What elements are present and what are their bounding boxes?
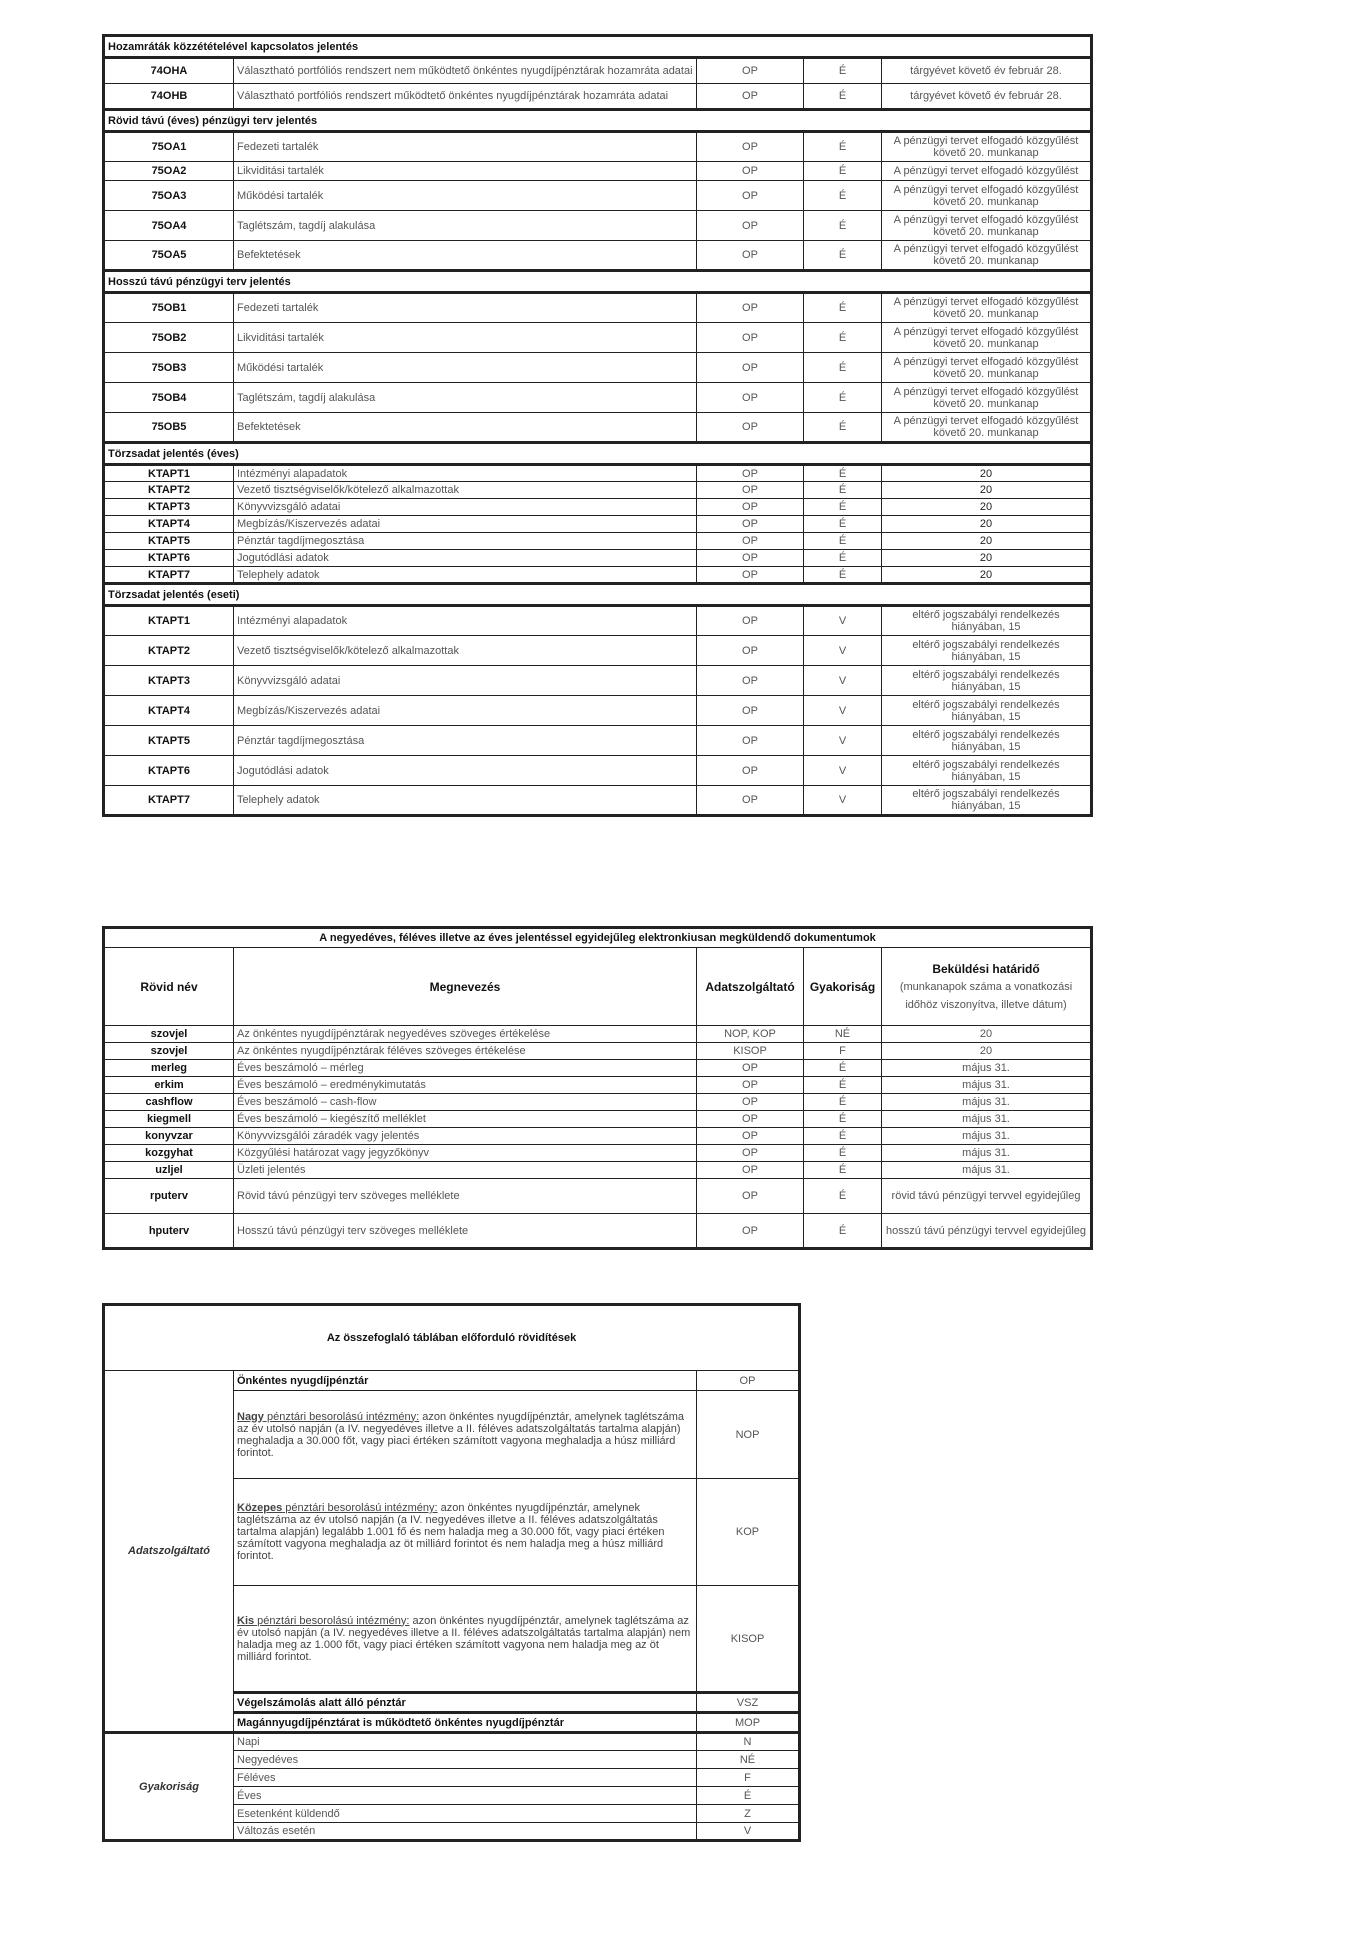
- table-row: [104, 696, 1092, 726]
- table-row: [104, 383, 1092, 413]
- report-code: 75OA4: [104, 211, 234, 241]
- report-deadline: tárgyévet követő év február 28.: [882, 84, 1092, 110]
- frequency-label: Féléves: [234, 1769, 697, 1787]
- frequency-code: É: [697, 1787, 800, 1805]
- report-deadline: 20: [882, 465, 1092, 482]
- report-frequency: É: [804, 533, 882, 550]
- report-code: 75OB5: [104, 413, 234, 443]
- report-code: 75OB1: [104, 293, 234, 323]
- doc-frequency: É: [804, 1145, 882, 1162]
- report-code: KTAPT2: [104, 636, 234, 666]
- doc-deadline: május 31.: [882, 1111, 1092, 1128]
- col-header-provider: Adatszolgáltató: [697, 948, 804, 1026]
- report-name: Könyvvizsgáló adatai: [234, 499, 697, 516]
- doc-deadline: május 31.: [882, 1077, 1092, 1094]
- table-row: [104, 636, 1092, 666]
- table-row: [104, 1145, 1092, 1162]
- kis-text: azon önkéntes nyugdíjpénztár, amelynek taglétszáma az év utolsó napján (a IV. negyedéves illetve a II. féléves adatszolgáltatás tartalma alapján) nem haladja meg az 1.000 főt, vagy piaci értéken számított vagyona nem haladja meg az öt milliárd forintot.: [237, 1614, 691, 1663]
- doc-provider: OP: [697, 1060, 804, 1077]
- abbreviations-title: Az összefoglaló táblában előforduló rövidítések: [104, 1305, 800, 1371]
- report-frequency: É: [804, 241, 882, 271]
- table-row: [104, 1128, 1092, 1145]
- section-heading: Hozamráták közzétételével kapcsolatos jelentés: [104, 36, 1092, 58]
- doc-name: Hosszú távú pénzügyi terv szöveges melléklete: [234, 1214, 697, 1249]
- frequency-group-label: Gyakoriság: [104, 1733, 234, 1841]
- report-name: Intézményi alapadatok: [234, 465, 697, 482]
- report-code: 75OA1: [104, 132, 234, 162]
- abbreviations-block: [102, 1303, 798, 1842]
- report-name: Működési tartalék: [234, 181, 697, 211]
- table-row: [104, 211, 1092, 241]
- table-row: [104, 533, 1092, 550]
- report-name: Befektetések: [234, 241, 697, 271]
- doc-name: Éves beszámoló – eredménykimutatás: [234, 1077, 697, 1094]
- doc-code: kiegmell: [104, 1111, 234, 1128]
- report-name: Taglétszám, tagdíj alakulása: [234, 211, 697, 241]
- report-deadline: eltérő jogszabályi rendelkezés hiányában, 15: [882, 696, 1092, 726]
- report-code: 75OB4: [104, 383, 234, 413]
- report-deadline: 20: [882, 567, 1092, 584]
- col-header-deadline: [882, 948, 1092, 1026]
- doc-code: szovjel: [104, 1026, 234, 1043]
- report-name: Intézményi alapadatok: [234, 606, 697, 636]
- abbr-mop-code: MOP: [697, 1713, 800, 1733]
- kozepes-text: azon önkéntes nyugdíjpénztár, amelynek taglétszáma az év utolsó napján (a IV. negyedéves illetve a II. féléves adatszolgáltatás tartalma alapján) legalább 1.001 fő és nem haladja meg a 30.000 főt, vagy piaci értéken számított vagyona meghaladja az öt milliárd forintot és nem haladja meg a húsz milliárd forintot.: [237, 1502, 665, 1562]
- table-row: [104, 1094, 1092, 1111]
- reporting-main-table: [102, 34, 1093, 817]
- report-deadline: tárgyévet követő év február 28.: [882, 58, 1092, 84]
- table-row: [104, 1162, 1092, 1179]
- report-code: 75OA5: [104, 241, 234, 271]
- report-frequency: É: [804, 499, 882, 516]
- report-frequency: É: [804, 211, 882, 241]
- report-code: KTAPT3: [104, 499, 234, 516]
- doc-code: rputerv: [104, 1179, 234, 1214]
- col-header-frequency: Gyakoriság: [804, 948, 882, 1026]
- section-heading: Törzsadat jelentés (éves): [104, 443, 1092, 465]
- doc-deadline: hosszú távú pénzügyi tervvel egyidejűleg: [882, 1214, 1092, 1249]
- table-row: [104, 241, 1092, 271]
- report-code: 75OB3: [104, 353, 234, 383]
- doc-provider: OP: [697, 1162, 804, 1179]
- frequency-code: NÉ: [697, 1751, 800, 1769]
- doc-deadline: május 31.: [882, 1145, 1092, 1162]
- report-provider: OP: [697, 241, 804, 271]
- report-name: Megbízás/Kiszervezés adatai: [234, 516, 697, 533]
- table-row: [104, 786, 1092, 816]
- report-deadline: A pénzügyi tervet elfogadó közgyűlést követő 20. munkanap: [882, 241, 1092, 271]
- report-deadline: A pénzügyi tervet elfogadó közgyűlést követő 20. munkanap: [882, 383, 1092, 413]
- report-deadline: A pénzügyi tervet elfogadó közgyűlést: [882, 162, 1092, 181]
- doc-provider: OP: [697, 1128, 804, 1145]
- report-name: Pénztár tagdíjmegosztása: [234, 533, 697, 550]
- abbr-mop-label: Magánnyugdíjpénztárat is működtető önkéntes nyugdíjpénztár: [234, 1713, 697, 1733]
- doc-name: Az önkéntes nyugdíjpénztárak féléves szöveges értékelése: [234, 1043, 697, 1060]
- report-code: 75OA3: [104, 181, 234, 211]
- table-row: [104, 1077, 1092, 1094]
- doc-code: hputerv: [104, 1214, 234, 1249]
- report-code: KTAPT5: [104, 533, 234, 550]
- abbr-nop-desc: [234, 1391, 697, 1479]
- abbr-op-code: OP: [697, 1371, 800, 1391]
- report-name: Pénztár tagdíjmegosztása: [234, 726, 697, 756]
- kozepes-word: Közepes: [237, 1502, 283, 1514]
- report-frequency: É: [804, 465, 882, 482]
- doc-deadline: május 31.: [882, 1060, 1092, 1077]
- abbr-kop-code: KOP: [697, 1479, 800, 1586]
- report-provider: OP: [697, 413, 804, 443]
- doc-provider: OP: [697, 1214, 804, 1249]
- report-deadline: eltérő jogszabályi rendelkezés hiányában, 15: [882, 666, 1092, 696]
- doc-frequency: É: [804, 1111, 882, 1128]
- documents-title: A negyedéves, féléves illetve az éves jelentéssel egyidejűleg elektronkiusan megküldendő dokumentumok: [104, 928, 1092, 948]
- report-frequency: É: [804, 567, 882, 584]
- doc-frequency: F: [804, 1043, 882, 1060]
- table-row: [104, 550, 1092, 567]
- report-provider: OP: [697, 533, 804, 550]
- report-frequency: V: [804, 696, 882, 726]
- report-code: KTAPT3: [104, 666, 234, 696]
- report-code: KTAPT4: [104, 516, 234, 533]
- table-row: [104, 84, 1092, 110]
- report-name: Vezető tisztségviselők/kötelező alkalmazottak: [234, 636, 697, 666]
- report-provider: OP: [697, 786, 804, 816]
- frequency-code: N: [697, 1733, 800, 1751]
- doc-frequency: É: [804, 1128, 882, 1145]
- report-frequency: V: [804, 786, 882, 816]
- report-deadline: A pénzügyi tervet elfogadó közgyűlést követő 20. munkanap: [882, 323, 1092, 353]
- section-heading: Rövid távú (éves) pénzügyi terv jelentés: [104, 110, 1092, 132]
- col-header-short: Rövid név: [104, 948, 234, 1026]
- table-row: [104, 1026, 1092, 1043]
- report-name: Fedezeti tartalék: [234, 293, 697, 323]
- table-row: [104, 1060, 1092, 1077]
- table-row: [104, 465, 1092, 482]
- doc-name: Éves beszámoló – mérleg: [234, 1060, 697, 1077]
- frequency-label: Változás esetén: [234, 1823, 697, 1841]
- table-row: [104, 1043, 1092, 1060]
- col-header-name: Megnevezés: [234, 948, 697, 1026]
- report-name: Választható portfóliós rendszert működtető önkéntes nyugdíjpénztárak hozamráta adatai: [234, 84, 697, 110]
- report-frequency: É: [804, 132, 882, 162]
- frequency-row: [104, 1733, 800, 1751]
- report-name: Befektetések: [234, 413, 697, 443]
- report-frequency: É: [804, 383, 882, 413]
- doc-frequency: É: [804, 1094, 882, 1111]
- abbreviations-table: [102, 1303, 801, 1842]
- doc-provider: OP: [697, 1179, 804, 1214]
- doc-provider: OP: [697, 1111, 804, 1128]
- report-frequency: É: [804, 293, 882, 323]
- nagy-text: azon önkéntes nyugdíjpénztár, amelynek taglétszáma az év utolsó napján (a IV. negyedéves illetve a II. féléves adatszolgáltatás tartalma alapján) meghaladja a 30.000 főt, vagy piaci értéken számított vagyona meghaladja a húsz milliárd forintot.: [237, 1410, 684, 1459]
- doc-provider: OP: [697, 1094, 804, 1111]
- report-name: Működési tartalék: [234, 353, 697, 383]
- report-provider: OP: [697, 516, 804, 533]
- abbr-kisop-desc: [234, 1586, 697, 1693]
- doc-code: erkim: [104, 1077, 234, 1094]
- frequency-label: Éves: [234, 1787, 697, 1805]
- doc-frequency: É: [804, 1179, 882, 1214]
- report-name: Likviditási tartalék: [234, 162, 697, 181]
- provider-group-label: Adatszolgáltató: [104, 1371, 234, 1733]
- doc-provider: KISOP: [697, 1043, 804, 1060]
- report-deadline: A pénzügyi tervet elfogadó közgyűlést követő 20. munkanap: [882, 181, 1092, 211]
- doc-deadline: május 31.: [882, 1094, 1092, 1111]
- documents-table: [102, 926, 1093, 1250]
- doc-frequency: É: [804, 1060, 882, 1077]
- report-provider: OP: [697, 84, 804, 110]
- nagy-word: Nagy: [237, 1410, 264, 1423]
- kis-word2: pénztári besorolású intézmény:: [254, 1614, 410, 1627]
- report-frequency: É: [804, 181, 882, 211]
- report-frequency: É: [804, 413, 882, 443]
- doc-deadline: 20: [882, 1026, 1092, 1043]
- table-row: [104, 756, 1092, 786]
- table-row: [104, 516, 1092, 533]
- report-provider: OP: [697, 323, 804, 353]
- doc-deadline: 20: [882, 1043, 1092, 1060]
- doc-name: Az önkéntes nyugdíjpénztárak negyedéves szöveges értékelése: [234, 1026, 697, 1043]
- report-code: KTAPT7: [104, 786, 234, 816]
- deadline-title: Beküldési határidő: [932, 961, 1040, 976]
- abbr-kisop-code: KISOP: [697, 1586, 800, 1693]
- report-provider: OP: [697, 567, 804, 584]
- report-provider: OP: [697, 465, 804, 482]
- table-row: [104, 413, 1092, 443]
- reporting-table: [102, 34, 1090, 817]
- report-provider: OP: [697, 666, 804, 696]
- report-name: Jogutódlási adatok: [234, 550, 697, 567]
- report-code: KTAPT4: [104, 696, 234, 726]
- report-frequency: É: [804, 353, 882, 383]
- doc-code: uzljel: [104, 1162, 234, 1179]
- report-code: KTAPT2: [104, 482, 234, 499]
- report-provider: OP: [697, 353, 804, 383]
- frequency-label: Esetenként küldendő: [234, 1805, 697, 1823]
- doc-provider: OP: [697, 1145, 804, 1162]
- report-code: KTAPT1: [104, 606, 234, 636]
- doc-frequency: É: [804, 1162, 882, 1179]
- frequency-code: Z: [697, 1805, 800, 1823]
- report-deadline: A pénzügyi tervet elfogadó közgyűlést követő 20. munkanap: [882, 413, 1092, 443]
- report-code: 74OHA: [104, 58, 234, 84]
- report-provider: OP: [697, 181, 804, 211]
- report-frequency: É: [804, 58, 882, 84]
- report-frequency: V: [804, 756, 882, 786]
- report-name: Könyvvizsgáló adatai: [234, 666, 697, 696]
- doc-code: merleg: [104, 1060, 234, 1077]
- doc-provider: OP: [697, 1077, 804, 1094]
- documents-table-block: [102, 926, 1090, 1250]
- doc-code: kozgyhat: [104, 1145, 234, 1162]
- report-provider: OP: [697, 383, 804, 413]
- report-frequency: É: [804, 162, 882, 181]
- report-name: Telephely adatok: [234, 567, 697, 584]
- table-row: [104, 1179, 1092, 1214]
- abbr-vsz-code: VSZ: [697, 1693, 800, 1713]
- frequency-label: Napi: [234, 1733, 697, 1751]
- doc-frequency: NÉ: [804, 1026, 882, 1043]
- report-code: 74OHB: [104, 84, 234, 110]
- doc-code: konyvzar: [104, 1128, 234, 1145]
- report-deadline: A pénzügyi tervet elfogadó közgyűlést követő 20. munkanap: [882, 293, 1092, 323]
- report-code: 75OA2: [104, 162, 234, 181]
- doc-code: cashflow: [104, 1094, 234, 1111]
- report-frequency: É: [804, 323, 882, 353]
- report-frequency: V: [804, 606, 882, 636]
- report-code: KTAPT7: [104, 567, 234, 584]
- table-row: [104, 1111, 1092, 1128]
- report-deadline: A pénzügyi tervet elfogadó közgyűlést követő 20. munkanap: [882, 132, 1092, 162]
- doc-deadline: rövid távú pénzügyi tervvel egyidejűleg: [882, 1179, 1092, 1214]
- report-frequency: V: [804, 726, 882, 756]
- report-code: 75OB2: [104, 323, 234, 353]
- report-frequency: V: [804, 666, 882, 696]
- table-row: [104, 567, 1092, 584]
- report-frequency: É: [804, 84, 882, 110]
- deadline-subtitle: (munkanapok száma a vonatkozási időhöz viszonyítva, illetve dátum): [899, 980, 1073, 1011]
- frequency-code: F: [697, 1769, 800, 1787]
- report-deadline: A pénzügyi tervet elfogadó közgyűlést követő 20. munkanap: [882, 353, 1092, 383]
- report-deadline: A pénzügyi tervet elfogadó közgyűlést követő 20. munkanap: [882, 211, 1092, 241]
- report-frequency: É: [804, 482, 882, 499]
- report-code: KTAPT6: [104, 550, 234, 567]
- report-deadline: eltérő jogszabályi rendelkezés hiányában, 15: [882, 756, 1092, 786]
- report-deadline: eltérő jogszabályi rendelkezés hiányában, 15: [882, 786, 1092, 816]
- report-provider: OP: [697, 162, 804, 181]
- table-row: [104, 482, 1092, 499]
- doc-name: Közgyűlési határozat vagy jegyzőkönyv: [234, 1145, 697, 1162]
- table-row: [104, 1214, 1092, 1249]
- abbr-op-label: Önkéntes nyugdíjpénztár: [234, 1371, 697, 1391]
- report-provider: OP: [697, 756, 804, 786]
- report-deadline: eltérő jogszabályi rendelkezés hiányában, 15: [882, 606, 1092, 636]
- report-frequency: É: [804, 516, 882, 533]
- report-frequency: É: [804, 550, 882, 567]
- table-row: [104, 181, 1092, 211]
- report-provider: OP: [697, 58, 804, 84]
- doc-name: Éves beszámoló – kiegészítő melléklet: [234, 1111, 697, 1128]
- report-deadline: eltérő jogszabályi rendelkezés hiányában, 15: [882, 726, 1092, 756]
- table-row: [104, 353, 1092, 383]
- doc-frequency: É: [804, 1077, 882, 1094]
- abbr-vsz-label: Végelszámolás alatt álló pénztár: [234, 1693, 697, 1713]
- kozepes-word2: pénztári besorolású intézmény:: [282, 1502, 438, 1514]
- report-name: Választható portfóliós rendszert nem működtető önkéntes nyugdíjpénztárak hozamráta adatai: [234, 58, 697, 84]
- report-provider: OP: [697, 499, 804, 516]
- table-row: [104, 132, 1092, 162]
- report-provider: OP: [697, 726, 804, 756]
- report-frequency: V: [804, 636, 882, 666]
- abbr-kop-desc: [234, 1479, 697, 1586]
- nagy-word2: pénztári besorolású intézmény:: [263, 1410, 420, 1423]
- section-heading: Hosszú távú pénzügyi terv jelentés: [104, 271, 1092, 293]
- kis-word: Kis: [237, 1614, 255, 1627]
- report-name: Vezető tisztségviselők/kötelező alkalmazottak: [234, 482, 697, 499]
- report-provider: OP: [697, 293, 804, 323]
- doc-name: Éves beszámoló – cash-flow: [234, 1094, 697, 1111]
- doc-provider: NOP, KOP: [697, 1026, 804, 1043]
- table-row: [104, 666, 1092, 696]
- report-deadline: 20: [882, 550, 1092, 567]
- table-row: [104, 726, 1092, 756]
- report-name: Telephely adatok: [234, 786, 697, 816]
- table-row: [104, 293, 1092, 323]
- doc-name: Könyvvizsgálói záradék vagy jelentés: [234, 1128, 697, 1145]
- report-provider: OP: [697, 696, 804, 726]
- doc-name: Rövid távú pénzügyi terv szöveges melléklete: [234, 1179, 697, 1214]
- report-provider: OP: [697, 636, 804, 666]
- report-provider: OP: [697, 132, 804, 162]
- report-code: KTAPT5: [104, 726, 234, 756]
- report-name: Taglétszám, tagdíj alakulása: [234, 383, 697, 413]
- frequency-label: Negyedéves: [234, 1751, 697, 1769]
- doc-name: Üzleti jelentés: [234, 1162, 697, 1179]
- report-deadline: eltérő jogszabályi rendelkezés hiányában, 15: [882, 636, 1092, 666]
- report-deadline: 20: [882, 533, 1092, 550]
- frequency-code: V: [697, 1823, 800, 1841]
- report-deadline: 20: [882, 482, 1092, 499]
- doc-frequency: É: [804, 1214, 882, 1249]
- report-name: Likviditási tartalék: [234, 323, 697, 353]
- report-name: Fedezeti tartalék: [234, 132, 697, 162]
- section-heading: Törzsadat jelentés (eseti): [104, 584, 1092, 606]
- doc-deadline: május 31.: [882, 1162, 1092, 1179]
- table-row: [104, 499, 1092, 516]
- doc-code: szovjel: [104, 1043, 234, 1060]
- table-row: [104, 58, 1092, 84]
- report-provider: OP: [697, 606, 804, 636]
- report-code: KTAPT6: [104, 756, 234, 786]
- report-provider: OP: [697, 211, 804, 241]
- report-provider: OP: [697, 550, 804, 567]
- report-provider: OP: [697, 482, 804, 499]
- report-deadline: 20: [882, 499, 1092, 516]
- table-row: [104, 323, 1092, 353]
- doc-deadline: május 31.: [882, 1128, 1092, 1145]
- table-row: [104, 606, 1092, 636]
- report-name: Jogutódlási adatok: [234, 756, 697, 786]
- table-row: [104, 162, 1092, 181]
- report-deadline: 20: [882, 516, 1092, 533]
- report-code: KTAPT1: [104, 465, 234, 482]
- abbr-nop-code: NOP: [697, 1391, 800, 1479]
- report-name: Megbízás/Kiszervezés adatai: [234, 696, 697, 726]
